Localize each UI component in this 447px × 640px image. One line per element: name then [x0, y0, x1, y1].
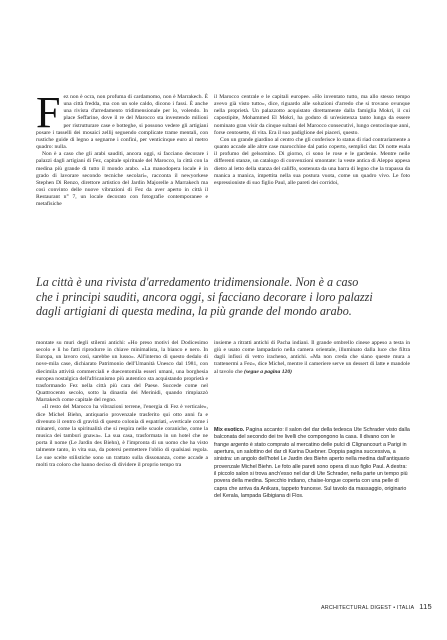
- article-column-top-right: [214, 94, 410, 187]
- pull-quote: [36, 275, 420, 319]
- paragraph: montate su muri degli stilemi antichi: «Ho preso motivi del Dodicesimo secolo e li ho fatti riprodurre in chiave minimalista, la bianco e nero. In Europa, un lavoro così, sarebbe un lusso». All'interno di questo dedalo di nove-mila case, dichiarato Patrimonio dell'Umanità Unesco dal 1981, con diecimila attività commerciali e duecentomila esseri umani, una borghesia europea nostalgica dell'africanismo più autentico sta acquistando proprietà e trasformando Fez nella città più cara del Paese. Succede come nel Quattrocento secolo, sotto la dinastia dei Merinidi, quando rimpiazzò Marrakech come capitale del regno.: [36, 340, 208, 404]
- paragraph: il Marocco centrale e le capitali europee. «Ho inventato tutto, ma allo stesso tempo avevo già visto tutto», dice, riguardo alle soluzioni d'arredo che si trovano ovunque nella proprietà. Un palazzotto acquistato direttamente dalla famiglia Mokri, il cui capostipite, Mohammed El Mokri, ha goduto di un'esistenza tanto lunga da essere nominato gran visir da cinque sultani del Marocco consecutivi, lungo centocinque anni, forse centosette, di vita. Era il suo padiglione dei piaceri, questo.: [214, 94, 410, 136]
- paragraph: Con un grande giardino al centro che gli conferisce lo status di riad contrariamente a quanto accade alle altre case marocchine dal patio coperto, semplici dar. Di notte esala il profumo del gelsomino. Di giorno, ci sono le rose e le gardenie. Mentre nelle differenti stanze, un catalogo di convenzioni smontate: la veste antica di Aleppo appesa dietro al letto della stanza del califfo, sostenuta da una barra di legno che la trapassa da manica a manica, impettita nella sua postura vuota, come un quadro vivo. Le foto espressioniste di suo figlio Paul, alle pareti dei corridoi,: [214, 136, 410, 186]
- drop-cap: F: [36, 88, 61, 137]
- pull-quote-line: dagli artigiani di questa medina, la più grande del mondo arabo.: [36, 304, 352, 319]
- pull-quote-line: che i principi sauditi, ancora oggi, si facciano decorare i loro palazzi: [36, 289, 373, 304]
- caption-text: Pagina accanto: il salon del dar della tedesca Ute Schrader visto dalla balconata del secondo dei tre livelli che compongono la casa. Il divano con le frange argento è stato comprato al mercatino delle pulci di Clignancourt a Parigi in apertura, un salottino del dar di Karina Duebner. Doppia pagina successiva, a sinistra: un angolo dell'hotel Le Jardin des Biehn aperto nella medina dall'antiquario provenzale Michel Biehn. Le foto alle pareti sono opera di suo figlio Paul. A destra: il piccolo salon si trova anch'esso nel dar di Ute Schrader, nella parte un tempo più povera della medina. Specchio indiano, chaise-longue coperta con una pelle di capra che arriva da Anikara, tappeto francese. Sul tavolo da massaggio, originario del Kerala, lampada Gibigiana di Flos.: [214, 427, 410, 500]
- pull-quote-line: La città è una rivista d'arredamento tridimensionale. Non è a caso: [36, 275, 359, 289]
- article-column-bottom-left: [36, 340, 208, 469]
- paragraph: Non è a caso che gli arabi sauditi, ancora oggi, si facciano decorare i palazzi dagli artigiani di Fez, capitale spirituale del Marocco, la città con la medina più grande di tutto il mondo arabo. «La manodopera locale è in grado di lavorare secondo tecniche secolari», racconta il newyorkese Stephen Di Renzo, direttore artistico del Jardin Majorelle a Marrakech ma così convinto delle nuove vibrazioni di Fez da aver aperto in città il Restaurant n° 7, un locale decorato con fotografie contemporanee e metafisiche: [36, 151, 208, 208]
- photo-caption: [214, 427, 410, 500]
- paragraph: ez non è ocra, non profuma di cardamomo, non è Marrakech. È una città fredda, ma con un sole caldo, dicono i fassi. È anche una rivista d'arredamento tridimensionale per lo, volendo. In place Seffarine, dove il re del Marocco sta investendo milioni per ristrutturare case e botteghe, si possono vedere gli artigiani posare i tasselli dei mosaici zellij seguendo complicate trame mentali, con rustiche guide di legno a segnarne i confini, per venticinque euro al metro quadro: nulla.: [36, 94, 208, 151]
- publication-name: ARCHITECTURAL DIGEST • ITALIA: [321, 605, 415, 611]
- paragraph: «Il resto del Marocco ha vibrazioni terrene, l'energia di Fez è verticale», dice Michel Biehn, antiquario provenzale trasferito qui otto anni fa e divenuto il centro di gravità di questo colonia di espatriati, «verticale come i minareti, come la spiritualità che si respira nelle scuole coraniche, come la musica dei tamburi gnawa». La sua casa, trasformata in un hotel che ne porta il nome (Le Jardin des Biehn), è l'impronta di un uomo che ha visto talmente tanto, in vita sua, da potersi permettere l'oblio di qualsiasi regola. Le sue scelte stilistiche sono un trattato sulla dissonanza, come accade a molti tra coloro che hanno deciso di dividere il proprio tempo tra: [36, 404, 208, 468]
- paragraph-text: insieme a ritratti antichi di Pacha indiani. Il grande ombrello cinese appeso a testa in giù e usato come lampadario nella camera orientale, illuminato dalla luce che filtra dagli infissi di vetro iracheno, antichi. «Ma non creda che siano queste mura a trattenermi a Fez», dice Michel, mentre il cameriere serve un dessert di latte e mandole al tavolo che: [214, 340, 410, 375]
- page-footer: [321, 602, 432, 611]
- page-number: 115: [419, 602, 432, 611]
- paragraph: [214, 340, 410, 376]
- article-column-bottom-right: [214, 340, 410, 376]
- continued-note: (segue a pagina 120): [243, 368, 292, 375]
- article-column-top-left: [36, 88, 208, 209]
- caption-lead: Mix esotico.: [214, 427, 245, 433]
